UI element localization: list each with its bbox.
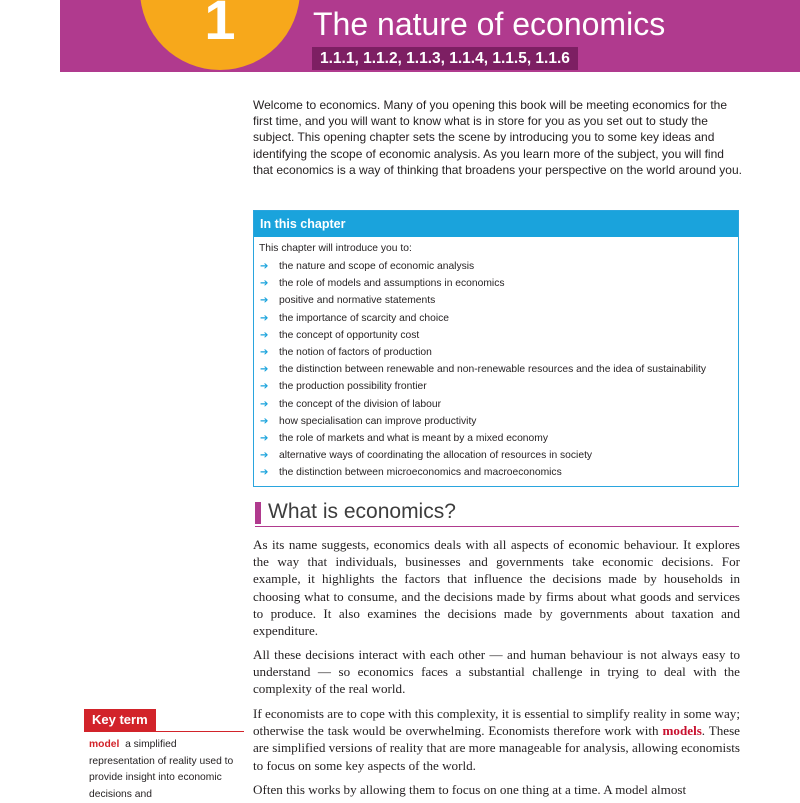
topic-label: the notion of factors of production — [279, 347, 432, 359]
topic-label: the role of models and assumptions in economics — [279, 278, 505, 290]
intro-paragraph: Welcome to economics. Many of you opening this book will be meeting economics for the first time, and you will want to know what is in store for you as you set out to study the subject. This opening chapter sets the scene by introducing you to some key ideas and identifying the scope of economic analysis. As you learn more of the subject, you will find that economics is a way of thinking that broadens your perspective on the world around you. — [253, 98, 742, 177]
topic-label: positive and normative statements — [279, 295, 436, 307]
chapter-number: 1 — [204, 0, 236, 51]
topic-label: the role of markets and what is meant by a mixed economy — [279, 433, 548, 445]
topic-label: the distinction between microeconomics and macroeconomics — [279, 467, 562, 479]
topic-label: the importance of scarcity and choice — [279, 312, 449, 324]
section-title: What is economics? — [268, 500, 456, 523]
arrow-right-icon: ➔ — [260, 347, 269, 359]
key-term-definition — [89, 737, 244, 803]
arrow-right-icon: ➔ — [260, 433, 269, 445]
chapter-title: The nature of economics — [313, 6, 666, 42]
key-term-heading: Key term — [84, 709, 156, 731]
topic-label: the nature and scope of economic analysis — [279, 261, 475, 272]
arrow-right-icon: ➔ — [260, 381, 269, 393]
arrow-right-icon: ➔ — [260, 329, 269, 341]
body-paragraph — [253, 705, 740, 774]
arrow-right-icon: ➔ — [260, 415, 269, 427]
arrow-right-icon: ➔ — [260, 278, 269, 290]
section-heading-bar — [255, 502, 261, 524]
list-item — [259, 327, 732, 344]
topic-label: the concept of opportunity cost — [279, 329, 420, 341]
in-this-chapter-heading: In this chapter — [254, 211, 738, 237]
paragraph-text: If economists are to cope with this complexity, it is essential to simplify reality in some way; otherwise the task would be overwhelming. Economists therefore work with — [253, 706, 740, 739]
topic-label: the distinction between renewable and non-renewable resources and the idea of sustainability — [279, 364, 707, 376]
list-item — [259, 258, 732, 275]
paragraph-text: . These are simplified versions of reality that are more manageable for analysis, allowing economists to focus on some key aspects of the world. — [253, 723, 740, 773]
arrow-right-icon: ➔ — [260, 295, 269, 307]
in-this-chapter-lead: This chapter will introduce you to: — [259, 243, 412, 254]
list-item — [259, 310, 732, 327]
arrow-right-icon: ➔ — [260, 312, 269, 324]
in-this-chapter-body — [254, 237, 738, 482]
arrow-right-icon: ➔ — [260, 364, 269, 376]
list-item — [259, 292, 732, 309]
key-term-box — [84, 709, 244, 803]
key-term-link[interactable]: models — [662, 723, 702, 739]
topic-list — [259, 258, 732, 482]
chapter-number-circle — [140, 0, 300, 70]
key-term-word: model — [89, 739, 120, 750]
chapter-banner — [60, 0, 800, 72]
list-item — [259, 464, 732, 481]
arrow-right-icon: ➔ — [260, 398, 269, 410]
list-item — [259, 378, 732, 395]
body-paragraph: All these decisions interact with each other — and human behaviour is not always easy to understand — so economics faces a substantial challenge in trying to deal with the complexity of the real world. — [253, 647, 740, 697]
key-term-definition-text: a simplified representation of reality used to provide insight into economic decisions and — [89, 739, 234, 800]
body-paragraph: As its name suggests, economics deals with all aspects of economic behaviour. It explores the way that individuals, businesses and governments take economic decisions. For example, it highlights the factors that influence the decisions made by households in choosing what to consume, and the decisions made by firms about what goods and services to produce. It also examines the decisions made by governments about taxation and expenditure. — [253, 537, 740, 639]
specification-codes: 1.1.1, 1.1.2, 1.1.3, 1.1.4, 1.1.5, 1.1.6 — [312, 47, 578, 70]
list-item — [259, 447, 732, 464]
topic-label: alternative ways of coordinating the allocation of resources in society — [279, 450, 593, 462]
topic-label: the concept of the division of labour — [279, 398, 441, 410]
list-item — [259, 413, 732, 430]
key-term-divider — [84, 731, 244, 732]
in-this-chapter-box — [253, 210, 739, 487]
section-heading — [255, 500, 739, 527]
body-paragraph: Often this works by allowing them to focus on one thing at a time. A model almost — [253, 782, 687, 797]
list-item — [259, 275, 732, 292]
arrow-right-icon: ➔ — [260, 261, 269, 272]
list-item — [259, 430, 732, 447]
arrow-right-icon: ➔ — [260, 467, 269, 479]
list-item — [259, 396, 732, 413]
topic-label: how specialisation can improve productivity — [279, 415, 477, 427]
list-item — [259, 361, 732, 378]
arrow-right-icon: ➔ — [260, 450, 269, 462]
topic-label: the production possibility frontier — [279, 381, 427, 393]
list-item — [259, 344, 732, 361]
